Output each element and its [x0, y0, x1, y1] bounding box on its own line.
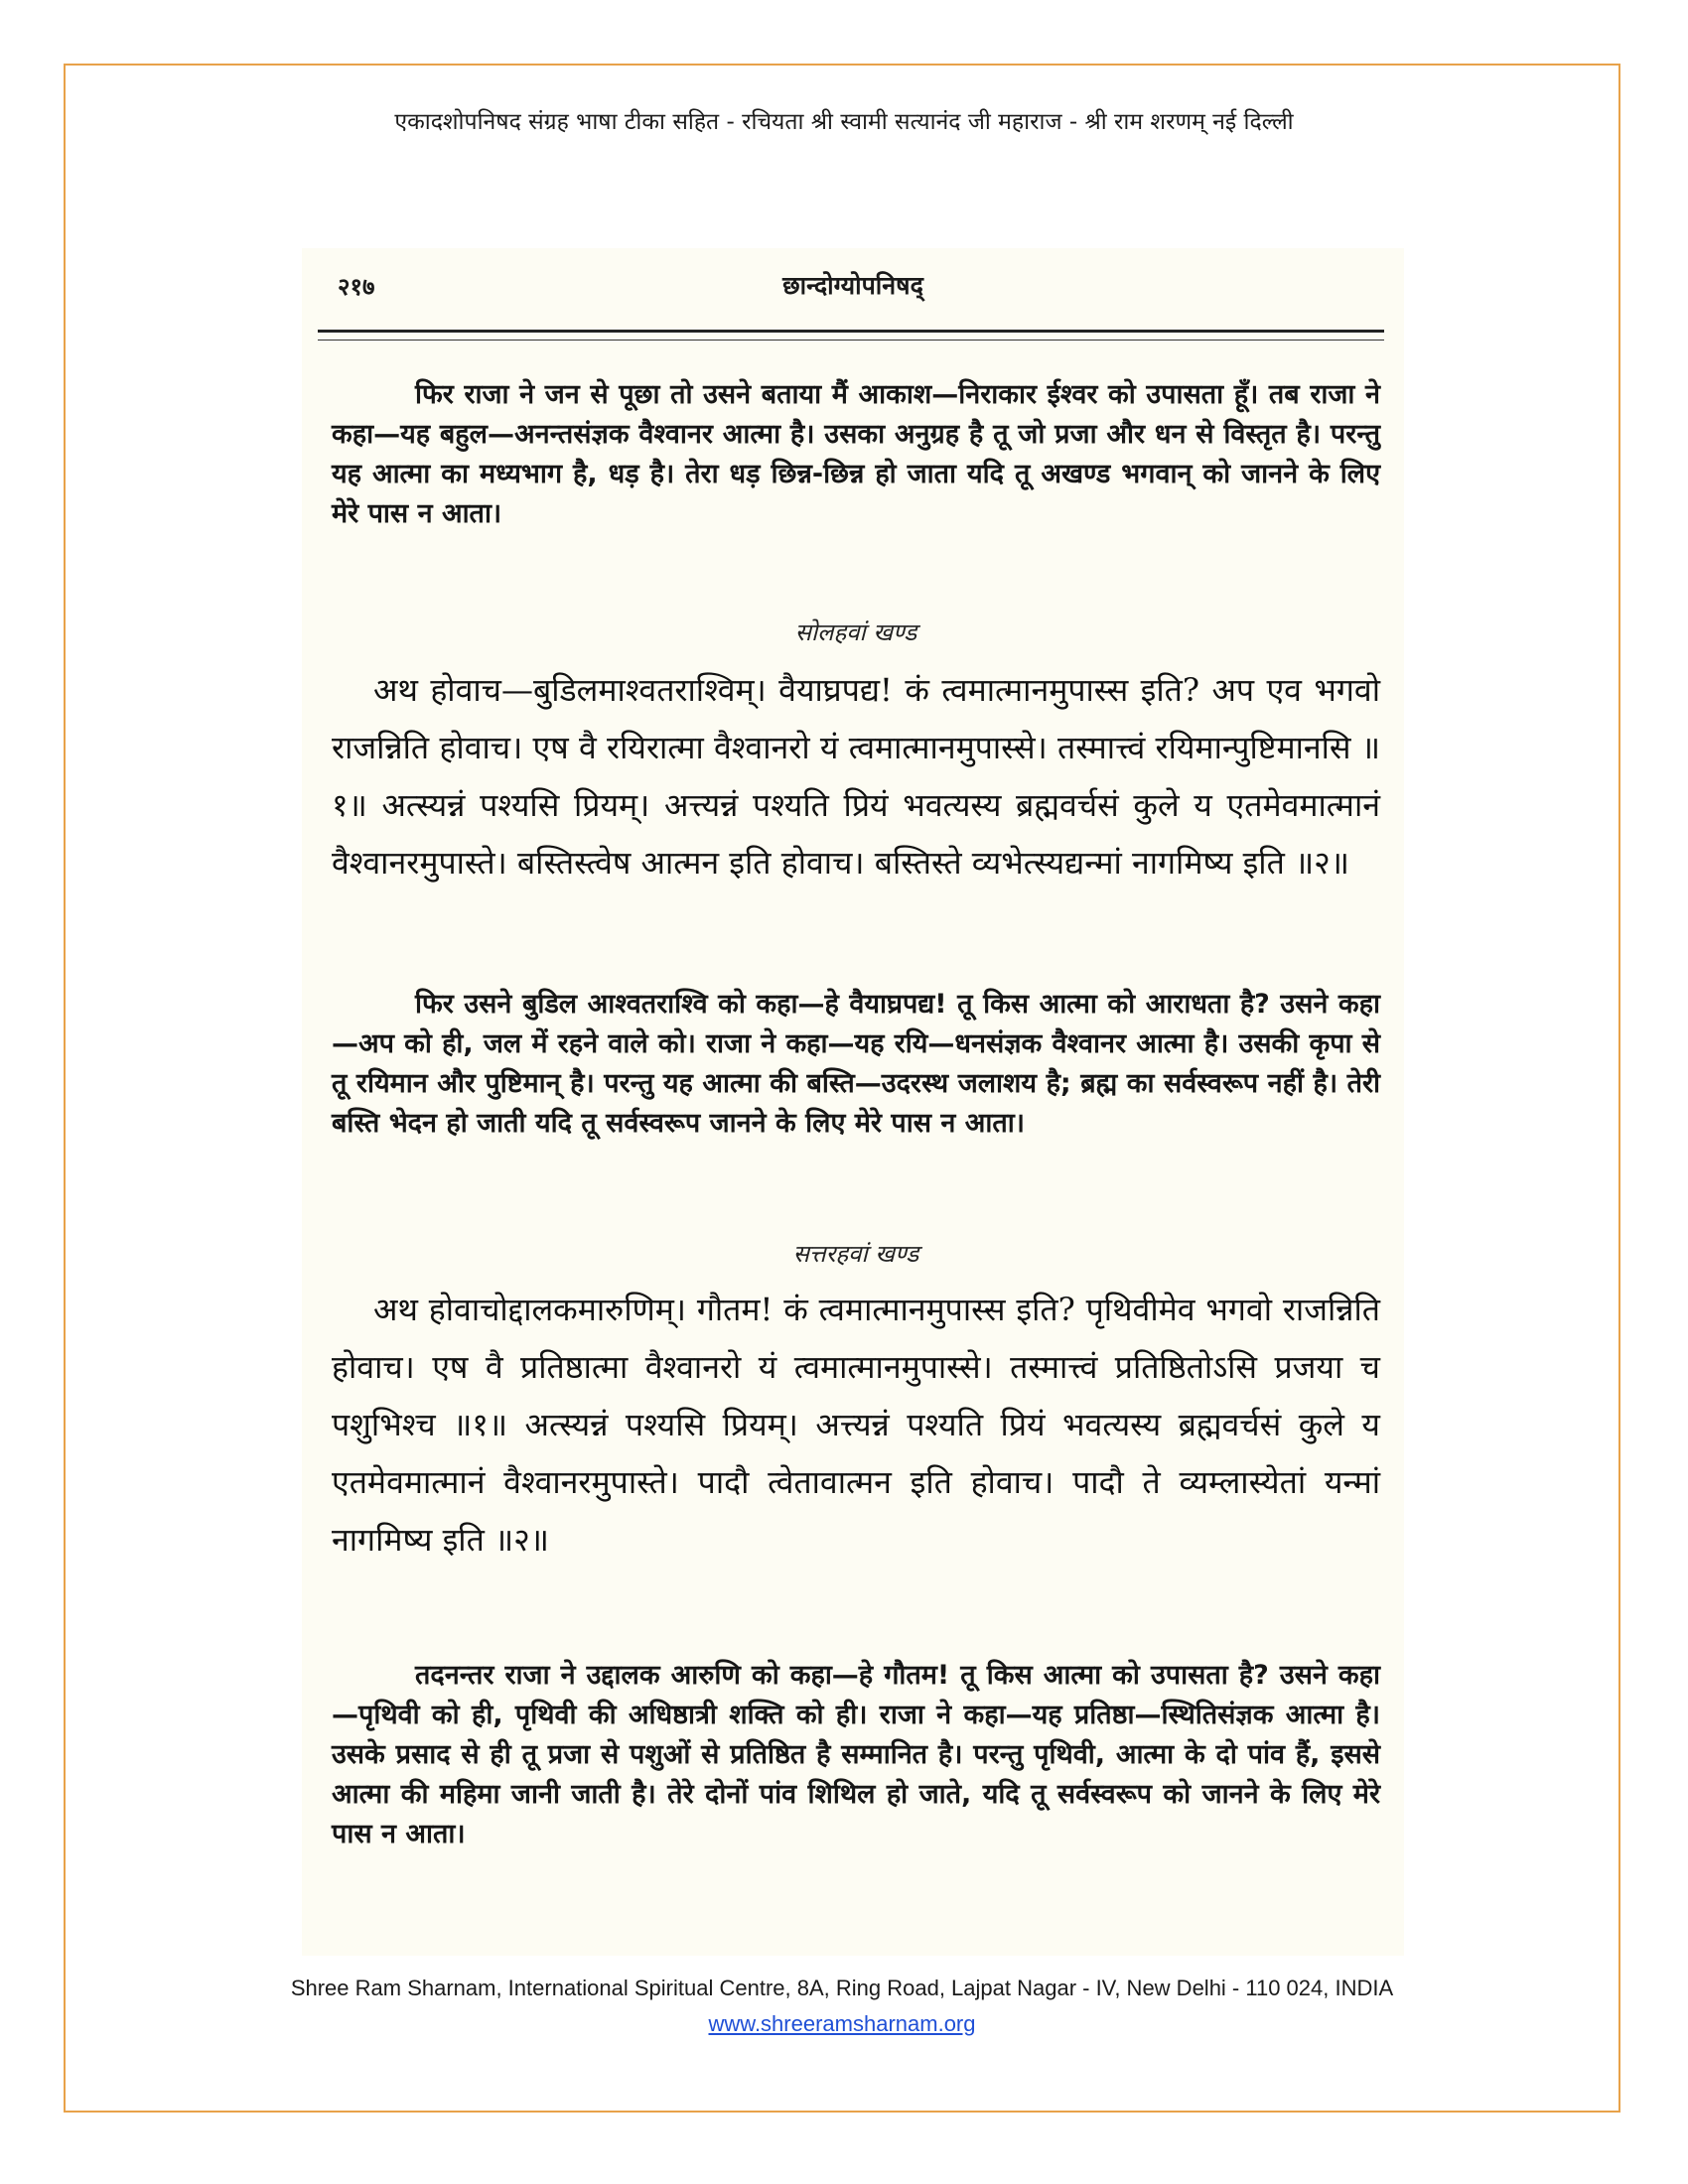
- scan-header: [318, 268, 1388, 308]
- intro-paragraph: फिर राजा ने जन से पूछा तो उसने बताया मैं आकाश—निराकार ईश्वर को उपासता हूँ। तब राजा ने कहा—यह बहुल—अनन्तसंज्ञक वैश्वानर आत्मा है। उसका अनुग्रह है तू जो प्रजा और धन से विस्तृत है। परन्तु यह आत्मा का मध्यभाग है, धड़ है। तेरा धड़ छिन्न-छिन्न हो जाता यदि तू अखण्ड भगवान् को जानने के लिए मेरे पास न आता।: [332, 379, 1380, 529]
- page-number: २१७: [338, 273, 375, 301]
- header-rule-thin: [318, 340, 1384, 341]
- section16-heading: सोलहवां खण्ड: [794, 618, 917, 646]
- scanned-page: [302, 248, 1404, 1956]
- section17-verse: [332, 1281, 1380, 1569]
- section16-sanskrit: अथ होवाच—बुडिलमाश्वतराश्विम्। वैयाघ्रपद्य! कं त्वमात्मानमुपास्स इति? अप एव भगवो राजन्निति होवाच। एष वै रयिरात्मा वैश्वानरो यं त्वमात्मानमुपास्से। तस्मात्त्वं रयिमान्पुष्टिमानसि ॥१॥ अत्स्यन्नं पश्यसि प्रियम्। अत्त्यन्नं पश्यति प्रियं भवत्यस्य ब्रह्मवर्चसं कुले य एतमेवमात्मानं वैश्वानरमुपास्ते। बस्तिस्त्वेष आत्मन इति होवाच। बस्तिस्ते व्यभेत्स्यद्यन्मां नागमिष्य इति ॥२॥: [332, 671, 1380, 882]
- section17-hindi: तदनन्तर राजा ने उद्दालक आरुणि को कहा—हे गौतम! तू किस आत्मा को उपासता है? उसने कहा—पृथिवी को ही, पृथिवी की अधिष्ठात्री शक्ति को ही। राजा ने कहा—यह प्रतिष्ठा—स्थितिसंज्ञक आत्मा है। उसके प्रसाद से ही तू प्रजा से पशुओं से प्रतिष्ठित है सम्मानित है। परन्तु पृथिवी, आत्मा के दो पांव हैं, इससे आत्मा की महिमा जानी जाती है। तेरे दोनों पांव शिथिल हो जाते, यदि तू सर्वस्वरूप को जानने के लिए मेरे पास न आता।: [332, 1660, 1380, 1849]
- website-link[interactable]: www.shreeramsharnam.org: [708, 2011, 976, 2036]
- section16-hindi: फिर उसने बुडिल आश्वतराश्वि को कहा—हे वैयाघ्रपद्य! तू किस आत्मा को आराधता है? उसने कहा—अप को ही, जल में रहने वाले को। राजा ने कहा—यह रयि—धनसंज्ञक वैश्वानर आत्मा है। उसकी कृपा से तू रयिमान और पुष्टिमान् है। परन्तु यह आत्मा की बस्ति—उदरस्थ जलाशय है; ब्रह्म का सर्वस्वरूप नहीं है। तेरी बस्ति भेदन हो जाती यदि तू सर्वस्वरूप जानने के लिए मेरे पास न आता।: [332, 989, 1380, 1139]
- header-rule-thick: [318, 330, 1384, 333]
- page-header-title: एकादशोपनिषद संग्रह भाषा टीका सहित - रचियता श्री स्वामी सत्यानंद जी महाराज - श्री राम शरणम् नई दिल्ली: [394, 109, 1294, 135]
- section16-verse: [332, 661, 1380, 891]
- section16-commentary: [332, 985, 1380, 1144]
- running-title: छान्दोग्योपनिषद्: [782, 271, 923, 300]
- footer-address: Shree Ram Sharnam, International Spiritual Centre, 8A, Ring Road, Lajpat Nagar - IV, New Delhi - 110 024, INDIA: [290, 1976, 1394, 2000]
- section17-heading: सत्तरहवां खण्ड: [792, 1240, 919, 1268]
- section17-commentary: [332, 1656, 1380, 1854]
- intro-commentary: [332, 375, 1380, 534]
- section17-sanskrit: अथ होवाचोद्दालकमारुणिम्। गौतम! कं त्वमात्मानमुपास्स इति? पृथिवीमेव भगवो राजन्निति होवाच। एष वै प्रतिष्ठात्मा वैश्वानरो यं त्वमात्मानमुपास्से। तस्मात्त्वं प्रतिष्ठितोऽसि प्रजया च पशुभिश्च ॥१॥ अत्स्यन्नं पश्यसि प्रियम्। अत्त्यन्नं पश्यति प्रियं भवत्यस्य ब्रह्मवर्चसं कुले य एतमेवमात्मानं वैश्वानरमुपास्ते। पादौ त्वेतावात्मन इति होवाच। पादौ ते व्यम्लास्येतां यन्मां नागमिष्य इति ॥२॥: [332, 1291, 1380, 1559]
